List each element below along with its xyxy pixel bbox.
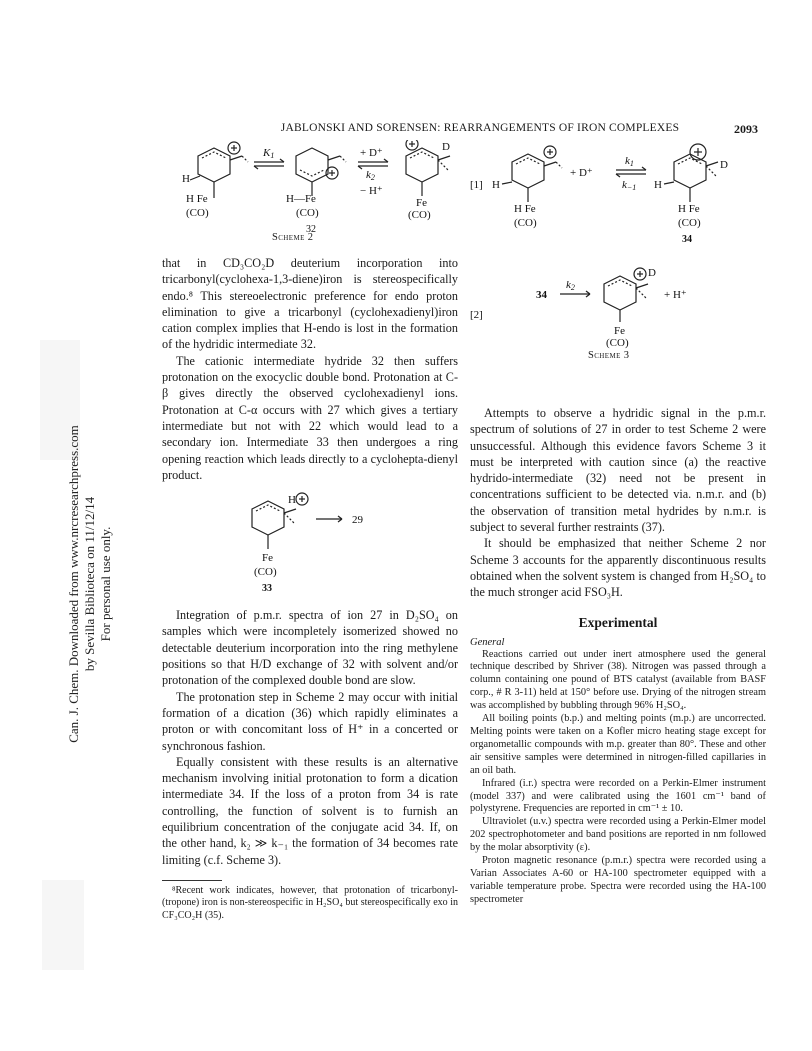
section-heading: Experimental bbox=[578, 614, 658, 630]
structure-33 bbox=[162, 489, 458, 599]
atom-label: H Fe bbox=[678, 203, 700, 215]
footnote-rule bbox=[162, 880, 222, 881]
paragraph: Reactions carried out under inert atmosphere used the general technique described by Shriver (38). Nitrogen was passed through a column containing one pound of BTS catalyst (available from BASF corp., # R 3-11) held at 150° before use. Drying of the nitrogen stream was accomplished by bubbling through 96% H₂SO₄. bbox=[470, 648, 766, 712]
cyclohexadiene-ring-icon bbox=[198, 148, 230, 182]
rate-constant: k2 bbox=[566, 279, 575, 292]
scheme-2-figure bbox=[168, 140, 468, 260]
rate-constant: k1 bbox=[625, 155, 634, 168]
atom-label: H Fe bbox=[514, 203, 536, 215]
footnote: ⁸Recent work indicates, however, that protonation of tricarbonyl-(tropone) iron is non-stereospecific in H₂SO₄ but stereospecifically exo in CF₃CO₂H (35). bbox=[162, 884, 458, 921]
download-stamp bbox=[66, 424, 114, 744]
ligand-label: (CO) bbox=[606, 337, 629, 349]
paragraph: Infrared (i.r.) spectra were recorded on a Perkin-Elmer instrument (model 337) and were calibrated using the 1601 cm⁻¹ band of polystyrene. Frequencies are reported in cm⁻¹ ± 10. bbox=[470, 777, 766, 815]
cyclohexadiene-ring-icon bbox=[604, 276, 636, 310]
paragraph: that in CD₃CO₂D deuterium incorporation into tricarbonyl(cyclohexa-1,3-diene)iron is stereospecifically endo.⁸ This stereoelectronic preference for endo proton elimination to give a tricarbonyl (cyclohexadienyl)iron cation complex implies that H-endo is lost in the formation of the hydridic intermediate 32. bbox=[162, 256, 458, 352]
ligand-label: (CO) bbox=[296, 207, 319, 219]
cyclohexadiene-ring-icon bbox=[252, 501, 284, 535]
rate-constant: k2 bbox=[366, 169, 375, 182]
cyclohexadiene-ring-icon bbox=[512, 154, 544, 188]
atom-label: D bbox=[720, 159, 728, 171]
running-header: JABLONSKI AND SORENSEN: REARRANGEMENTS OF IRON COMPLEXES bbox=[280, 122, 680, 134]
ligand-label: (CO) bbox=[254, 566, 277, 579]
compound-label: 33 bbox=[262, 583, 272, 595]
scheme-2-caption: Scheme 2 bbox=[272, 232, 314, 243]
atom-label: Fe bbox=[416, 197, 427, 209]
paragraph: Ultraviolet (u.v.) spectra were recorded using a Perkin-Elmer model 202 spectrophotometer and band positions are reported in nm followed by the molar absorptivity (ε). bbox=[470, 816, 766, 854]
cyclohexadiene-ring-icon bbox=[406, 148, 438, 182]
paragraph: Attempts to observe a hydridic signal in the p.m.r. spectrum of solutions of 27 in order to test Scheme 2 were unsuccessful. Although this evidence favors Scheme 3 it must be interpreted with caution since (a) the reactive hydrido-intermediate (32) need not be present in concentrations sufficient to be detected via. n.m.r. and (b) the observation of transition metal hydrides by n.m.r. is subject to several further restraints (37). bbox=[470, 406, 766, 535]
right-column bbox=[470, 405, 766, 907]
page-number: 2093 bbox=[734, 122, 758, 136]
equation-number: [1] bbox=[470, 179, 483, 191]
compound-label: 34 bbox=[536, 289, 547, 301]
left-column bbox=[162, 255, 458, 922]
rate-constant: k−1 bbox=[622, 179, 637, 192]
paragraph: The cationic intermediate hydride 32 then suffers protonation on the exocyclic double bond. Protonation at C-β gives directly the observed cyclohexadienyl ions. Protonation at C-α occurs with 27 which gives a tertiary intermediate but not with 22 which would lead to a secondary ion. Intermediate 33 then undergoes a ring opening reaction which leads directly to a cyclohepta-dienyl product. bbox=[162, 353, 458, 482]
paragraph: It should be emphasized that neither Scheme 2 nor Scheme 3 accounts for the apparently discontinuous results obtained when the solvent system is changed from H₂SO₄ to the much stronger acid FSO₃H. bbox=[470, 536, 766, 600]
scheme-3-figure bbox=[470, 142, 770, 362]
atom-label: H bbox=[182, 173, 190, 185]
compound-label: 29 bbox=[352, 514, 363, 527]
atom-label: Fe bbox=[614, 325, 625, 337]
reagent-label: + D⁺ bbox=[360, 147, 383, 159]
atom-label: H bbox=[288, 494, 296, 507]
ligand-label: (CO) bbox=[186, 207, 209, 219]
paragraph: Proton magnetic resonance (p.m.r.) spectra were recorded using a Varian Associates A-60 or HA-100 spectrometer equipped with a variable temperature probe. Spectra were recorded using the HA-100 spectrometer bbox=[470, 855, 766, 905]
atom-label: Fe bbox=[262, 552, 273, 565]
paragraph: Equally consistent with these results is an alternative mechanism involving initial protonation to form a dication intermediate 34. If the loss of a proton from 34 is rate controlling, the function of solvent is to furnish an equilibrium concentration of the conjugate acid 34. If, on the other hand, k₂ ≫ k₋₁ the formation of 34 becomes rate limiting (c.f. Scheme 3). bbox=[162, 754, 458, 867]
ligand-label: (CO) bbox=[678, 217, 701, 229]
atom-label: H bbox=[492, 179, 500, 191]
compound-label: 34 bbox=[682, 234, 692, 245]
scan-noise bbox=[42, 880, 84, 970]
ligand-label: (CO) bbox=[514, 217, 537, 229]
compound-label: 32 bbox=[306, 224, 316, 235]
cyclohexadiene-ring-icon bbox=[296, 148, 328, 182]
paragraph: All boiling points (b.p.) and melting points (m.p.) are uncorrected. Melting points were taken on a Kofler micro heating stage except for organometallic compounds with m.p. greater than 80°. These and other air sensitive samples were determined in nitrogen-filled capillaries in an oil bath. bbox=[470, 713, 766, 776]
atom-label: H—Fe bbox=[286, 193, 316, 205]
rate-constant: K1 bbox=[263, 147, 275, 160]
structure-33-figure bbox=[242, 489, 392, 599]
paragraph: Integration of p.m.r. spectra of ion 27 in D₂SO₄ on samples which were incompletely isomerized showed no detectable deuterium incorporation into the ring methylene positions so that H/D exchange of 32 with solvent and/or protonation of the complexed double bond are slow. bbox=[162, 608, 458, 688]
download-stamp-line: For personal use only. bbox=[98, 526, 113, 642]
scheme-3-caption: Scheme 3 bbox=[588, 350, 630, 361]
ligand-label: (CO) bbox=[408, 209, 431, 221]
equation-number: [2] bbox=[470, 309, 483, 321]
atom-label: H Fe bbox=[186, 193, 208, 205]
reagent-label: + D⁺ bbox=[570, 167, 593, 179]
reagent-label: + H⁺ bbox=[664, 289, 687, 301]
download-stamp-line: Can. J. Chem. Downloaded from www.nrcresearchpress.com by Sevilla Biblioteca on 11/12/14 bbox=[66, 425, 97, 743]
subsection-heading: General bbox=[470, 636, 505, 648]
paragraph: The protonation step in Scheme 2 may occur with initial formation of a dication (36) which rapidly eliminates a proton or with concomitant loss of H⁺ in a concerted or synchronous fashion. bbox=[162, 689, 458, 753]
atom-label: H bbox=[654, 179, 662, 191]
reagent-label: − H⁺ bbox=[360, 185, 383, 197]
atom-label: D bbox=[648, 267, 656, 279]
atom-label: D bbox=[442, 141, 450, 153]
